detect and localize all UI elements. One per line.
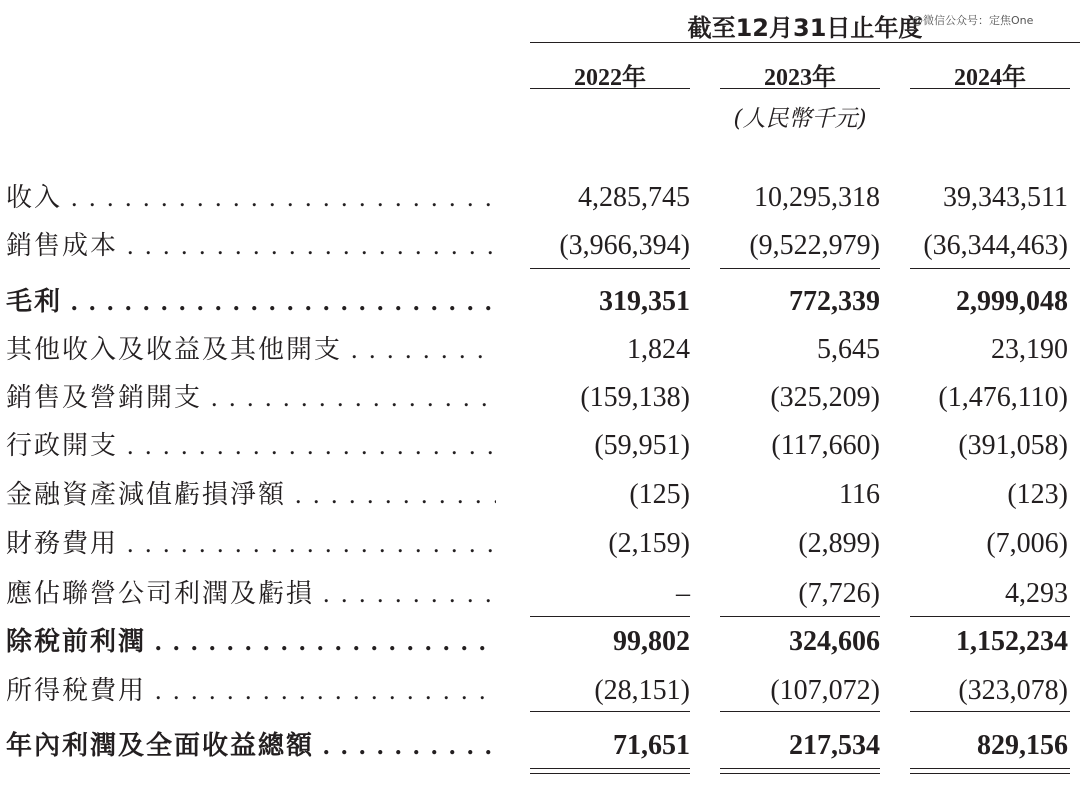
- value-2023: (2,899): [798, 528, 880, 559]
- row-income-tax: [0, 673, 1080, 723]
- row-label: 行政開支 . . .: [6, 428, 496, 464]
- row-finance-costs: [0, 526, 1080, 576]
- value-2022: (2,159): [608, 528, 690, 559]
- row-gross-profit: [0, 284, 1080, 334]
- subtotal-rule: [720, 616, 880, 617]
- year-2023-header: 2023年: [764, 65, 836, 91]
- value-2023: 116: [839, 479, 880, 510]
- year-rule: [720, 88, 880, 89]
- value-2022: (28,151): [594, 675, 690, 706]
- value-2024: 829,156: [977, 730, 1068, 761]
- period-rule: [530, 42, 1080, 43]
- value-2024: 23,190: [991, 334, 1068, 365]
- value-2023: (117,660): [771, 430, 880, 461]
- value-2022: (125): [629, 479, 690, 510]
- row-cost-of-sales: [0, 228, 1080, 278]
- row-label: 所得稅費用 . . .: [6, 673, 496, 709]
- value-2023: 5,645: [817, 334, 880, 365]
- currency-unit: (人民幣千元): [733, 106, 867, 132]
- subtotal-rule: [530, 711, 690, 712]
- row-impairment: [0, 477, 1080, 527]
- value-2023: (7,726): [798, 578, 880, 609]
- value-2024: (36,344,463): [923, 230, 1068, 261]
- value-2022: (3,966,394): [559, 230, 690, 261]
- value-2024: (1,476,110): [938, 382, 1068, 413]
- value-2024: (123): [1007, 479, 1068, 510]
- value-2022: –: [676, 578, 690, 609]
- value-2024: 2,999,048: [956, 286, 1068, 317]
- value-2022: (59,951): [594, 430, 690, 461]
- total-double-rule: [910, 768, 1070, 774]
- year-rule: [910, 88, 1070, 89]
- value-2023: 217,534: [789, 730, 880, 761]
- value-2022: 1,824: [627, 334, 690, 365]
- row-label: 毛利 . . .: [6, 284, 496, 320]
- value-2023: (107,072): [770, 675, 880, 706]
- row-selling-expenses: [0, 380, 1080, 430]
- value-2024: (7,006): [986, 528, 1068, 559]
- year-rule: [530, 88, 690, 89]
- row-label: 銷售成本 . . .: [6, 228, 496, 264]
- total-double-rule: [720, 768, 880, 774]
- subtotal-rule: [530, 616, 690, 617]
- value-2022: 99,802: [613, 626, 690, 657]
- subtotal-rule: [720, 711, 880, 712]
- subtotal-rule: [910, 616, 1070, 617]
- total-double-rule: [530, 768, 690, 774]
- row-label: 銷售及營銷開支 . . .: [6, 380, 496, 416]
- row-label: 應佔聯營公司利潤及虧損 . . .: [6, 576, 496, 612]
- year-2022-header: 2022年: [574, 65, 646, 91]
- row-label: 年內利潤及全面收益總額 . . .: [6, 728, 496, 764]
- value-2024: (323,078): [958, 675, 1068, 706]
- row-label: 金融資產減值虧損淨額 . . .: [6, 477, 496, 513]
- value-2022: 319,351: [599, 286, 690, 317]
- row-profit-before-tax: [0, 624, 1080, 674]
- subtotal-rule: [530, 268, 690, 269]
- row-label: 收入 . . .: [6, 180, 496, 216]
- value-2023: 772,339: [789, 286, 880, 317]
- subtotal-rule: [720, 268, 880, 269]
- value-2024: 39,343,511: [943, 182, 1068, 213]
- row-label: 除稅前利潤 . . .: [6, 624, 496, 660]
- watermark: @微信公众号：定焦One: [912, 14, 1034, 27]
- row-other-income: [0, 332, 1080, 382]
- value-2023: (9,522,979): [749, 230, 880, 261]
- value-2024: 4,293: [1005, 578, 1068, 609]
- row-admin-expenses: [0, 428, 1080, 478]
- value-2023: 10,295,318: [754, 182, 880, 213]
- value-2022: 4,285,745: [578, 182, 690, 213]
- row-revenue: [0, 180, 1080, 230]
- value-2022: 71,651: [613, 730, 690, 761]
- subtotal-rule: [910, 711, 1070, 712]
- row-associates-share: [0, 576, 1080, 626]
- value-2024: (391,058): [958, 430, 1068, 461]
- value-2023: 324,606: [789, 626, 880, 657]
- period-heading: 截至12月31日止年度: [687, 14, 923, 42]
- row-label: 其他收入及收益及其他開支 . . .: [6, 332, 496, 368]
- value-2024: 1,152,234: [956, 626, 1068, 657]
- subtotal-rule: [910, 268, 1070, 269]
- value-2023: (325,209): [770, 382, 880, 413]
- year-2024-header: 2024年: [954, 65, 1026, 91]
- row-label: 財務費用 . . .: [6, 526, 496, 562]
- value-2022: (159,138): [580, 382, 690, 413]
